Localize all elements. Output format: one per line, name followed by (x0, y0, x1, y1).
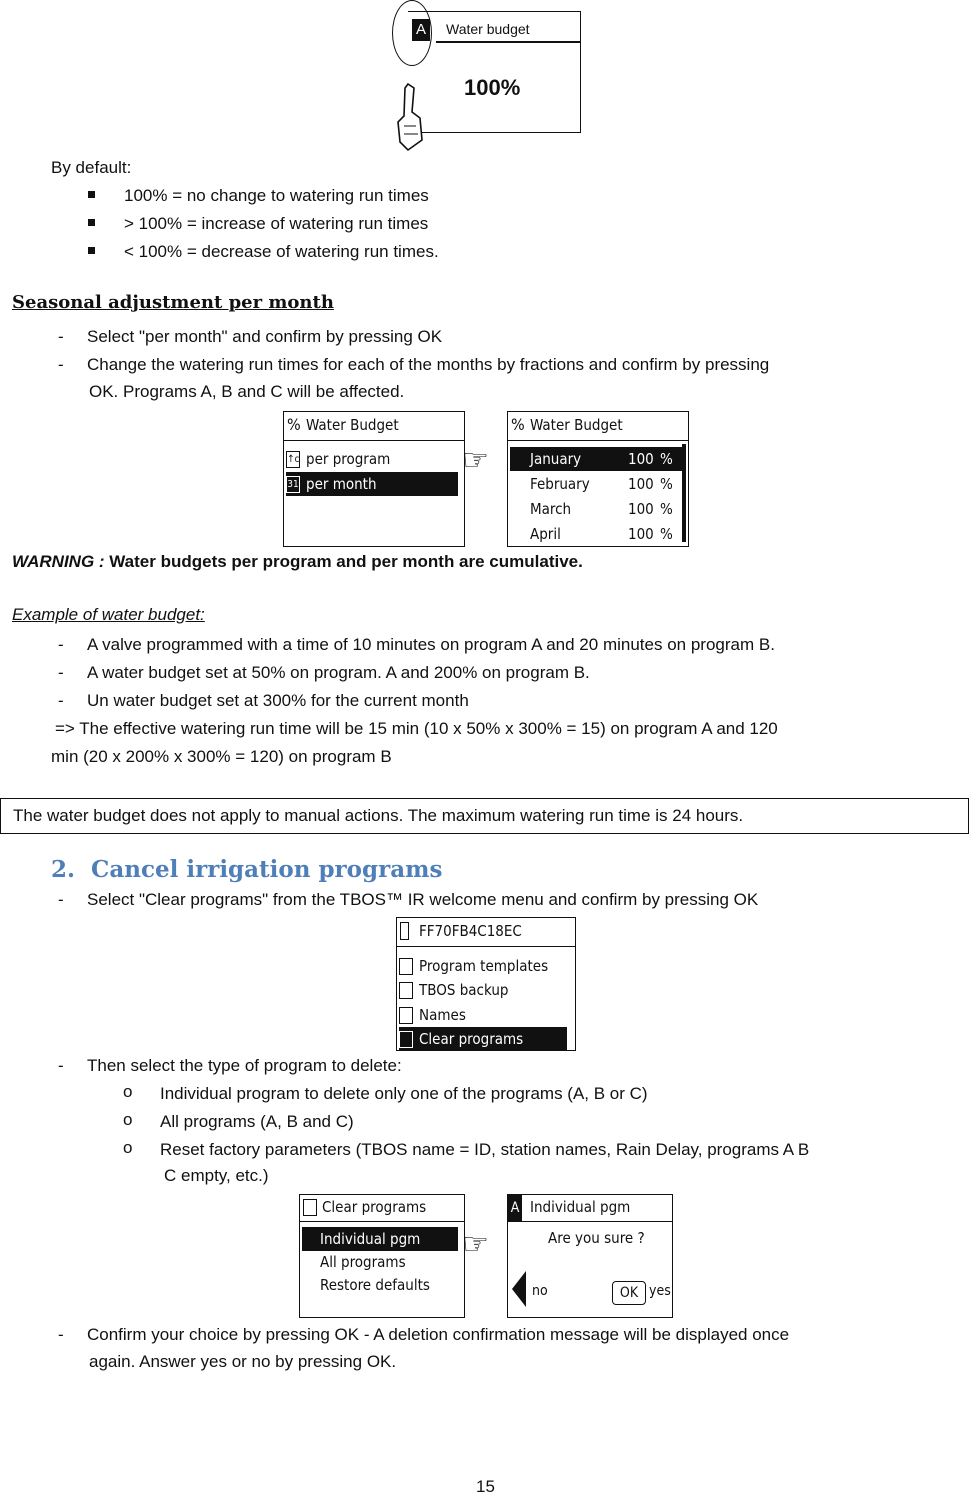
names-icon (399, 1007, 413, 1024)
menu-item-names[interactable]: Names (399, 1003, 571, 1027)
option-text-cont: C empty, etc.) (164, 1166, 269, 1185)
month-row[interactable]: January 100 % (510, 447, 682, 471)
option-all-programs[interactable]: All programs (320, 1253, 406, 1271)
step-text: Confirm your choice by pressing OK - A deletion confirmation message will be displayed once (87, 1325, 790, 1344)
sub-bullet: o (123, 1082, 133, 1101)
dash: - (58, 635, 64, 654)
bullet (88, 219, 95, 226)
section-heading: 2. Cancel irrigation programs (51, 856, 443, 883)
pointing-hand-icon: ☞ (462, 1228, 489, 1261)
example-heading: Example of water budget: (12, 605, 205, 624)
option-restore-defaults[interactable]: Restore defaults (320, 1276, 430, 1294)
percent-icon: % (511, 415, 525, 434)
menu-item-per-program[interactable]: ↑c per program (287, 450, 391, 468)
note-box (0, 798, 969, 834)
save-icon (399, 982, 413, 999)
month-row[interactable]: April 100 % (530, 525, 673, 543)
device-id: FF70FB4C18EC (419, 922, 522, 940)
menu-item-per-month[interactable]: 31 per month (286, 472, 458, 496)
scrollbar[interactable] (682, 444, 686, 542)
step-text: Select "per month" and confirm by pressing OK (87, 327, 443, 346)
tbos-menu-screen (396, 917, 576, 1051)
screen-title: Water budget (446, 21, 530, 37)
calendar-icon: 31 (286, 476, 300, 493)
sub-bullet: o (123, 1138, 133, 1157)
example-line: A valve programmed with a time of 10 minutes on program A and 20 minutes on program B. (87, 635, 775, 654)
clear-programs-screen (299, 1194, 465, 1318)
menu-item-program-templates[interactable]: Program templates (399, 954, 571, 978)
ok-button[interactable]: OK (612, 1281, 646, 1305)
bullet (88, 247, 95, 254)
menu-item-tbos-backup[interactable]: TBOS backup (399, 978, 571, 1002)
pointing-hand-icon: ☞ (462, 444, 489, 477)
example-result: => The effective watering run time will be 15 min (10 x 50% x 300% = 15) on program A and 120 (55, 719, 778, 738)
program-badge: A (412, 19, 430, 41)
example-line: A water budget set at 50% on program. A and 200% on program B. (87, 663, 590, 682)
example-result-cont: min (20 x 200% x 300% = 120) on program B (51, 747, 392, 766)
default-item: > 100% = increase of watering run times (124, 214, 429, 233)
device-icon (400, 922, 409, 940)
screen-title: Water Budget (306, 416, 399, 434)
warning-line: WARNING : Water budgets per program and per month are cumulative. (12, 552, 583, 571)
trash-icon (303, 1199, 317, 1216)
example-line: Un water budget set at 300% for the current month (87, 691, 469, 710)
budget-value: 100% (464, 75, 521, 100)
screen-title: Water Budget (530, 416, 623, 434)
confirm-question: Are you sure ? (548, 1229, 645, 1247)
dash: - (58, 327, 64, 346)
dash: - (58, 355, 64, 374)
template-icon (399, 958, 413, 975)
section-heading: Seasonal adjustment per month (12, 292, 334, 313)
water-budget-screen (408, 11, 582, 133)
water-budget-menu-screen (283, 411, 465, 547)
option-text: Individual program to delete only one of the programs (A, B or C) (160, 1084, 648, 1103)
pointing-hand-icon (394, 82, 426, 157)
option-text: Reset factory parameters (TBOS name = ID, station names, Rain Delay, programs A B (160, 1140, 810, 1159)
dash: - (58, 663, 64, 682)
step-text-cont: again. Answer yes or no by pressing OK. (89, 1352, 397, 1371)
page-number: 15 (476, 1477, 495, 1496)
back-arrow-icon[interactable] (512, 1271, 526, 1307)
dash: - (58, 1325, 64, 1344)
per-program-icon: ↑c (286, 451, 300, 468)
dash: - (58, 1056, 64, 1075)
dash: - (58, 691, 64, 710)
no-option[interactable]: no (532, 1283, 548, 1299)
sub-bullet: o (123, 1110, 133, 1129)
program-badge: A (508, 1195, 522, 1221)
step-text: Then select the type of program to delete: (87, 1056, 402, 1075)
dash: - (58, 890, 64, 909)
note-text: The water budget does not apply to manual actions. The maximum watering run time is 24 hours. (13, 806, 744, 825)
warning-label: WARNING : (12, 552, 105, 571)
trash-icon (399, 1031, 413, 1048)
confirm-screen (507, 1194, 673, 1318)
percent-icon: % (287, 415, 301, 434)
month-row[interactable]: March 100 % (530, 500, 673, 518)
screen-title: Individual pgm (530, 1198, 631, 1216)
step-text-cont: OK. Programs A, B and C will be affected. (89, 382, 405, 401)
default-item: 100% = no change to watering run times (124, 186, 429, 205)
callout-circle (392, 0, 432, 66)
bullet (88, 191, 95, 198)
yes-option[interactable]: yes (649, 1283, 671, 1299)
default-item: < 100% = decrease of watering run times. (124, 242, 439, 261)
screen-title: Clear programs (322, 1198, 427, 1216)
menu-item-clear-programs[interactable]: Clear programs (399, 1027, 567, 1051)
by-default-label: By default: (51, 158, 132, 177)
option-individual-pgm[interactable]: Individual pgm (302, 1227, 458, 1251)
option-text: All programs (A, B and C) (160, 1112, 354, 1131)
water-budget-months-screen (507, 411, 689, 547)
step-text: Select "Clear programs" from the TBOS™ IR welcome menu and confirm by pressing OK (87, 890, 759, 909)
step-text: Change the watering run times for each of the months by fractions and confirm by pressing (87, 355, 770, 374)
month-row[interactable]: February 100 % (530, 475, 673, 493)
